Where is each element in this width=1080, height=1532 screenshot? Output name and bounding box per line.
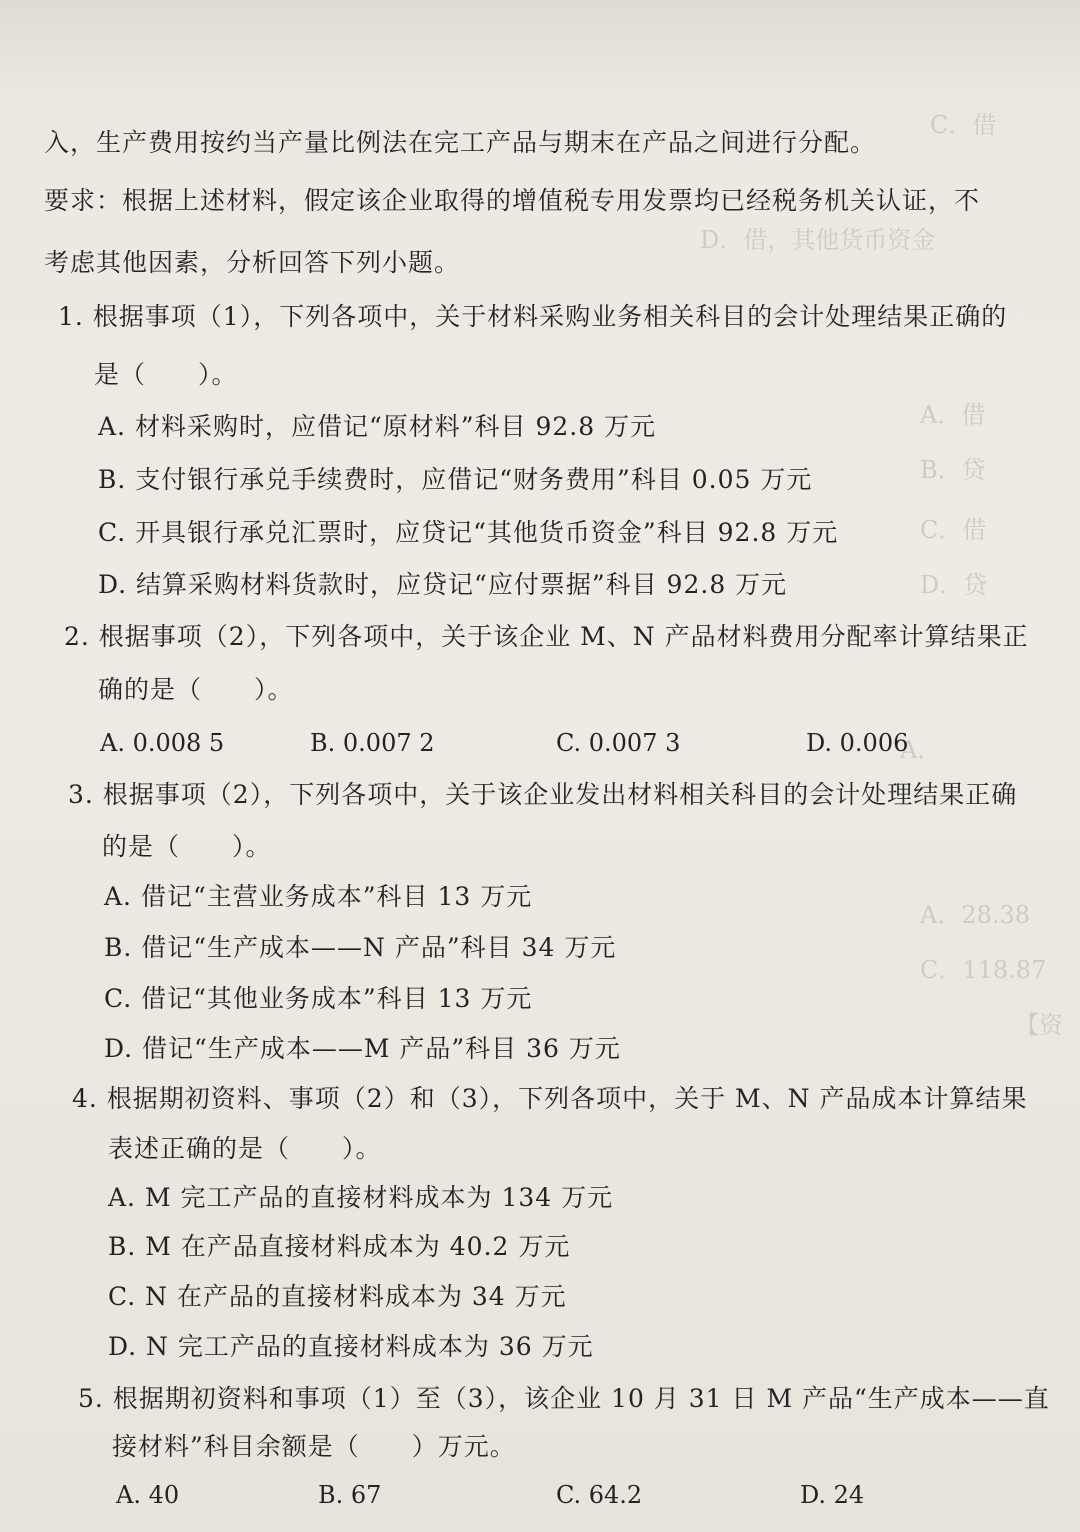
question-2-option-a: A. 0.008 5 — [100, 729, 225, 757]
intro-line: 入，生产费用按约当产量比例法在完工产品与期末在产品之间进行分配。 — [44, 128, 877, 157]
question-2-stem: 2. 根据事项（2），下列各项中，关于该企业 M、N 产品材料费用分配率计算结果正 — [64, 622, 1029, 651]
bleed-through-text: D．借，其他货币资金 — [700, 226, 936, 254]
question-3-option-a: A. 借记“主营业务成本”科目 13 万元 — [104, 882, 533, 911]
question-1-stem: 1. 根据事项（1），下列各项中，关于材料采购业务相关科目的会计处理结果正确的 — [58, 302, 1008, 331]
bleed-through-text: A． — [900, 736, 942, 764]
question-4-option-d: D. N 完工产品的直接材料成本为 36 万元 — [108, 1332, 594, 1361]
question-5-option-b: B. 67 — [318, 1481, 382, 1509]
bleed-through-text: 【资 — [1015, 1011, 1063, 1039]
question-4-option-a: A. M 完工产品的直接材料成本为 134 万元 — [108, 1183, 614, 1212]
question-3-option-c: C. 借记“其他业务成本”科目 13 万元 — [104, 984, 533, 1013]
bleed-through-text: C．借 — [930, 111, 997, 139]
question-5-options — [0, 1478, 1080, 1512]
question-3-option-d: D. 借记“生产成本——M 产品”科目 36 万元 — [104, 1034, 621, 1063]
question-5-option-c: C. 64.2 — [556, 1481, 643, 1509]
bleed-through-text: C．借 — [920, 516, 987, 544]
question-1-option-a: A. 材料采购时，应借记“原材料”科目 92.8 万元 — [98, 412, 657, 441]
question-3-option-b: B. 借记“生产成本——N 产品”科目 34 万元 — [104, 933, 617, 962]
question-4-stem-cont: 表述正确的是（ ）。 — [108, 1134, 382, 1163]
question-2-stem-cont: 确的是（ ）。 — [98, 675, 294, 704]
question-3-stem: 3. 根据事项（2），下列各项中，关于该企业发出材料相关科目的会计处理结果正确 — [68, 780, 1018, 809]
bleed-through-text: D．贷 — [920, 571, 988, 599]
question-4-option-b: B. M 在产品直接材料成本为 40.2 万元 — [108, 1232, 571, 1261]
question-2-option-d: D. 0.006 — [806, 729, 909, 757]
bleed-through-text: B．贷 — [920, 456, 986, 484]
bleed-through-text: A．借 — [920, 401, 986, 429]
question-5-stem-cont: 接材料”科目余额是（ ）万元。 — [112, 1432, 516, 1461]
question-1-option-c: C. 开具银行承兑汇票时，应贷记“其他货币资金”科目 92.8 万元 — [98, 518, 839, 547]
question-5-option-a: A. 40 — [116, 1481, 180, 1509]
question-1-option-b: B. 支付银行承兑手续费时，应借记“财务费用”科目 0.05 万元 — [98, 465, 813, 494]
bleed-through-text: C．118.87 — [920, 956, 1047, 984]
question-4-option-c: C. N 在产品的直接材料成本为 34 万元 — [108, 1282, 567, 1311]
question-1-stem-cont: 是（ ）。 — [94, 360, 238, 389]
question-5-option-d: D. 24 — [800, 1481, 865, 1509]
intro-line: 要求：根据上述材料，假定该企业取得的增值税专用发票均已经税务机关认证，不 — [44, 186, 981, 215]
question-4-stem: 4. 根据期初资料、事项（2）和（3），下列各项中，关于 M、N 产品成本计算结果 — [72, 1084, 1028, 1113]
bleed-through-text: A．28.38 — [920, 901, 1031, 929]
question-2-option-c: C. 0.007 3 — [556, 729, 681, 757]
question-5-stem: 5. 根据期初资料和事项（1）至（3），该企业 10 月 31 日 M 产品“生产成本——直 — [78, 1384, 1050, 1413]
intro-line: 考虑其他因素，分析回答下列小题。 — [44, 248, 461, 277]
question-2-option-b: B. 0.007 2 — [310, 729, 435, 757]
question-1-option-d: D. 结算采购材料货款时，应贷记“应付票据”科目 92.8 万元 — [98, 570, 788, 599]
question-2-options — [0, 726, 1080, 760]
question-3-stem-cont: 的是（ ）。 — [102, 832, 272, 861]
